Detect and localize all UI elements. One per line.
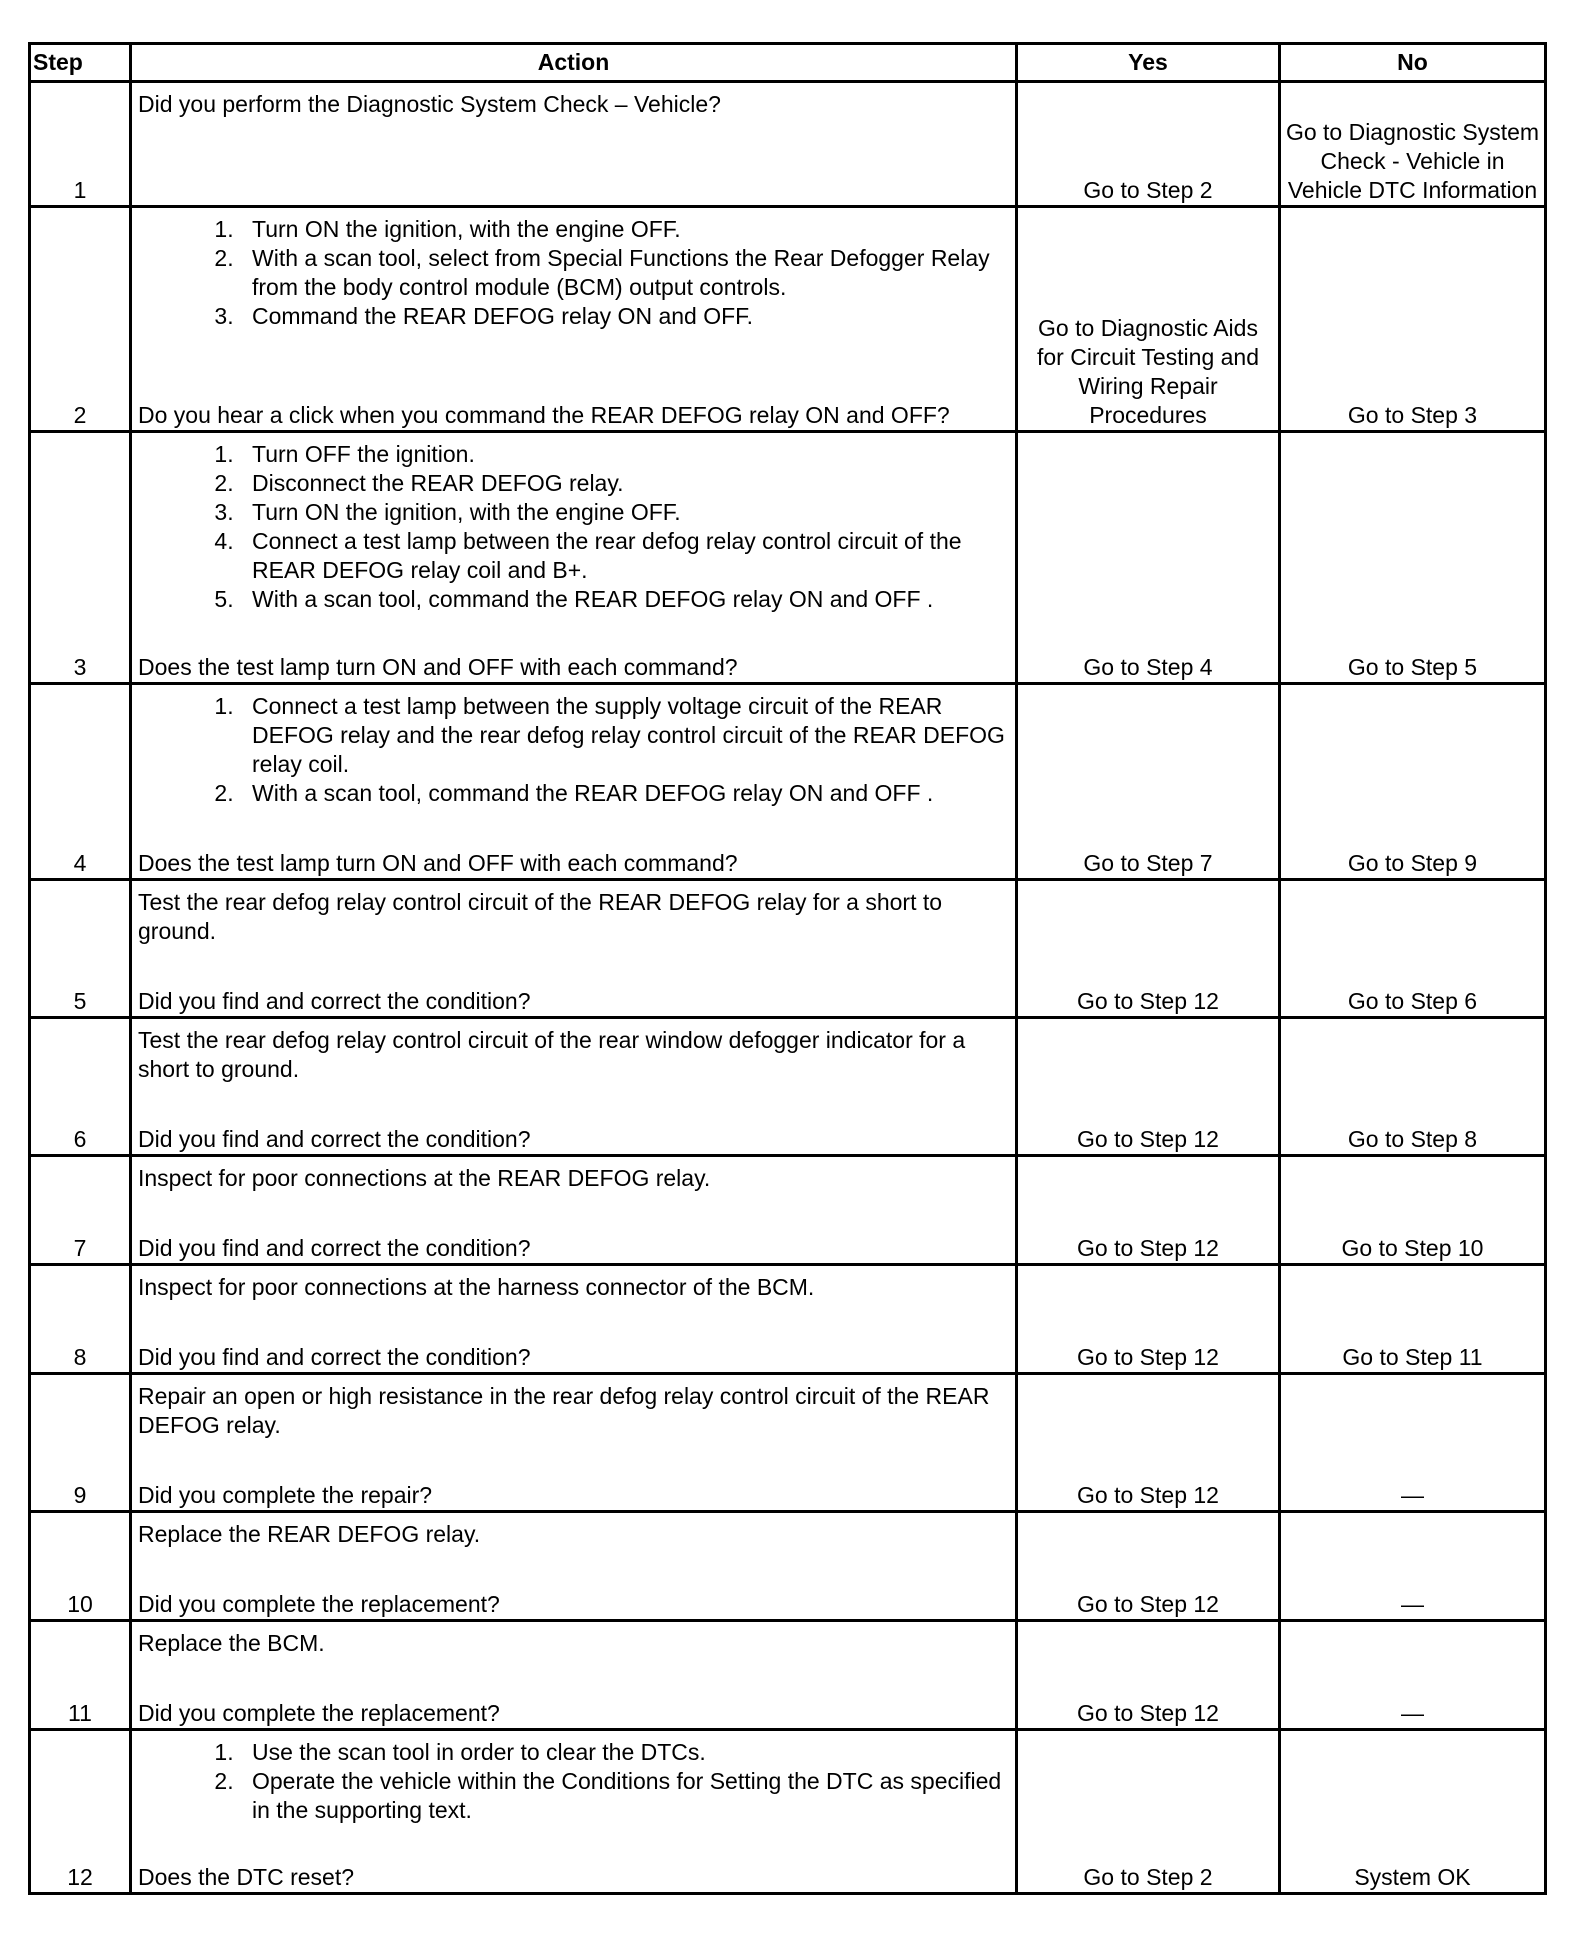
yes-result: Go to Step 12 bbox=[1017, 1265, 1280, 1374]
action-question: Does the test lamp turn ON and OFF with each command? bbox=[138, 654, 738, 680]
action-question: Does the DTC reset? bbox=[138, 1864, 355, 1890]
action-cell bbox=[131, 1018, 1017, 1156]
action-cell bbox=[131, 880, 1017, 1018]
no-result: Go to Step 6 bbox=[1280, 880, 1546, 1018]
header-no: No bbox=[1280, 44, 1546, 82]
step-number: 12 bbox=[30, 1730, 131, 1894]
action-text: Replace the BCM. bbox=[138, 1630, 325, 1656]
yes-result: Go to Step 2 bbox=[1017, 82, 1280, 207]
action-step-list bbox=[138, 215, 1007, 331]
diagnostic-table bbox=[28, 42, 1547, 1895]
action-step-item: 3. Turn ON the ignition, with the engine OFF. bbox=[240, 498, 1007, 527]
step-number: 4 bbox=[30, 684, 131, 880]
table-row bbox=[30, 1018, 1546, 1156]
action-step-item: 2. With a scan tool, command the REAR DEFOG relay ON and OFF . bbox=[240, 779, 1007, 808]
action-question: Did you find and correct the condition? bbox=[138, 1235, 531, 1261]
table-header-row bbox=[30, 44, 1546, 82]
table-row bbox=[30, 1265, 1546, 1374]
action-step-item: 1. Use the scan tool in order to clear the DTCs. bbox=[240, 1738, 1007, 1767]
table-row bbox=[30, 1512, 1546, 1621]
table-row bbox=[30, 1621, 1546, 1730]
yes-result: Go to Step 12 bbox=[1017, 1374, 1280, 1512]
action-question: Did you complete the repair? bbox=[138, 1482, 433, 1508]
action-question: Did you complete the replacement? bbox=[138, 1591, 500, 1617]
action-question: Does the test lamp turn ON and OFF with each command? bbox=[138, 850, 738, 876]
action-cell bbox=[131, 207, 1017, 432]
yes-result: Go to Step 7 bbox=[1017, 684, 1280, 880]
action-cell bbox=[131, 1265, 1017, 1374]
action-cell bbox=[131, 684, 1017, 880]
yes-result: Go to Step 12 bbox=[1017, 1512, 1280, 1621]
action-step-item: 2. Operate the vehicle within the Conditions for Setting the DTC as specified in the supporting text. bbox=[240, 1767, 1007, 1825]
yes-result: Go to Step 2 bbox=[1017, 1730, 1280, 1894]
step-number: 2 bbox=[30, 207, 131, 432]
step-number: 9 bbox=[30, 1374, 131, 1512]
action-question: Do you hear a click when you command the REAR DEFOG relay ON and OFF? bbox=[138, 402, 950, 428]
action-text: Did you perform the Diagnostic System Check – Vehicle? bbox=[138, 91, 721, 117]
step-number: 6 bbox=[30, 1018, 131, 1156]
action-question: Did you find and correct the condition? bbox=[138, 1126, 531, 1152]
header-step: Step bbox=[30, 44, 131, 82]
action-step-item: 4. Connect a test lamp between the rear defog relay control circuit of the REAR DEFOG relay coil and B+. bbox=[240, 527, 1007, 585]
no-result: Go to Step 11 bbox=[1280, 1265, 1546, 1374]
action-step-item: 2. Disconnect the REAR DEFOG relay. bbox=[240, 469, 1007, 498]
table-row bbox=[30, 880, 1546, 1018]
action-cell bbox=[131, 1512, 1017, 1621]
step-number: 11 bbox=[30, 1621, 131, 1730]
action-cell bbox=[131, 432, 1017, 684]
step-number: 8 bbox=[30, 1265, 131, 1374]
no-result: — bbox=[1280, 1512, 1546, 1621]
table-row bbox=[30, 684, 1546, 880]
no-result: Go to Step 3 bbox=[1280, 207, 1546, 432]
step-number: 3 bbox=[30, 432, 131, 684]
table-row bbox=[30, 1374, 1546, 1512]
action-text: Test the rear defog relay control circuit of the REAR DEFOG relay for a short to ground. bbox=[138, 889, 943, 944]
yes-result: Go to Step 12 bbox=[1017, 1621, 1280, 1730]
action-step-item: 1. Turn OFF the ignition. bbox=[240, 440, 1007, 469]
no-result: — bbox=[1280, 1621, 1546, 1730]
table-row bbox=[30, 82, 1546, 207]
action-question: Did you complete the replacement? bbox=[138, 1700, 500, 1726]
action-step-list bbox=[138, 692, 1007, 808]
step-number: 5 bbox=[30, 880, 131, 1018]
no-result: Go to Step 8 bbox=[1280, 1018, 1546, 1156]
action-step-item: 5. With a scan tool, command the REAR DEFOG relay ON and OFF . bbox=[240, 585, 1007, 614]
action-question: Did you find and correct the condition? bbox=[138, 988, 531, 1014]
action-text: Test the rear defog relay control circuit of the rear window defogger indicator for a short to ground. bbox=[138, 1027, 966, 1082]
no-result: Go to Step 10 bbox=[1280, 1156, 1546, 1265]
table-row bbox=[30, 1156, 1546, 1265]
yes-result: Go to Step 12 bbox=[1017, 1018, 1280, 1156]
step-number: 10 bbox=[30, 1512, 131, 1621]
action-text: Inspect for poor connections at the REAR DEFOG relay. bbox=[138, 1165, 711, 1191]
no-result: Go to Diagnostic System Check - Vehicle in Vehicle DTC Information bbox=[1280, 82, 1546, 207]
yes-result: Go to Step 4 bbox=[1017, 432, 1280, 684]
step-number: 1 bbox=[30, 82, 131, 207]
no-result: — bbox=[1280, 1374, 1546, 1512]
action-cell bbox=[131, 1730, 1017, 1894]
yes-result: Go to Diagnostic Aids for Circuit Testing and Wiring Repair Procedures bbox=[1017, 207, 1280, 432]
header-yes: Yes bbox=[1017, 44, 1280, 82]
action-step-list bbox=[138, 440, 1007, 614]
action-step-item: 3. Command the REAR DEFOG relay ON and OFF. bbox=[240, 302, 1007, 331]
action-step-item: 2. With a scan tool, select from Special Functions the Rear Defogger Relay from the body control module (BCM) output controls. bbox=[240, 244, 1007, 302]
yes-result: Go to Step 12 bbox=[1017, 1156, 1280, 1265]
no-result: Go to Step 9 bbox=[1280, 684, 1546, 880]
action-step-item: 1. Connect a test lamp between the supply voltage circuit of the REAR DEFOG relay and the rear defog relay control circuit of the REAR DEFOG relay coil. bbox=[240, 692, 1007, 779]
step-number: 7 bbox=[30, 1156, 131, 1265]
action-question: Did you find and correct the condition? bbox=[138, 1344, 531, 1370]
action-cell bbox=[131, 82, 1017, 207]
action-text: Inspect for poor connections at the harness connector of the BCM. bbox=[138, 1274, 815, 1300]
action-step-list bbox=[138, 1738, 1007, 1825]
yes-result: Go to Step 12 bbox=[1017, 880, 1280, 1018]
action-cell bbox=[131, 1156, 1017, 1265]
table-row bbox=[30, 207, 1546, 432]
action-cell bbox=[131, 1374, 1017, 1512]
no-result: System OK bbox=[1280, 1730, 1546, 1894]
action-step-item: 1. Turn ON the ignition, with the engine OFF. bbox=[240, 215, 1007, 244]
table-row bbox=[30, 1730, 1546, 1894]
action-text: Replace the REAR DEFOG relay. bbox=[138, 1521, 481, 1547]
action-text: Repair an open or high resistance in the rear defog relay control circuit of the REAR DEFOG relay. bbox=[138, 1383, 990, 1438]
action-cell bbox=[131, 1621, 1017, 1730]
table-row bbox=[30, 432, 1546, 684]
table-body bbox=[30, 82, 1546, 1894]
no-result: Go to Step 5 bbox=[1280, 432, 1546, 684]
header-action: Action bbox=[131, 44, 1017, 82]
